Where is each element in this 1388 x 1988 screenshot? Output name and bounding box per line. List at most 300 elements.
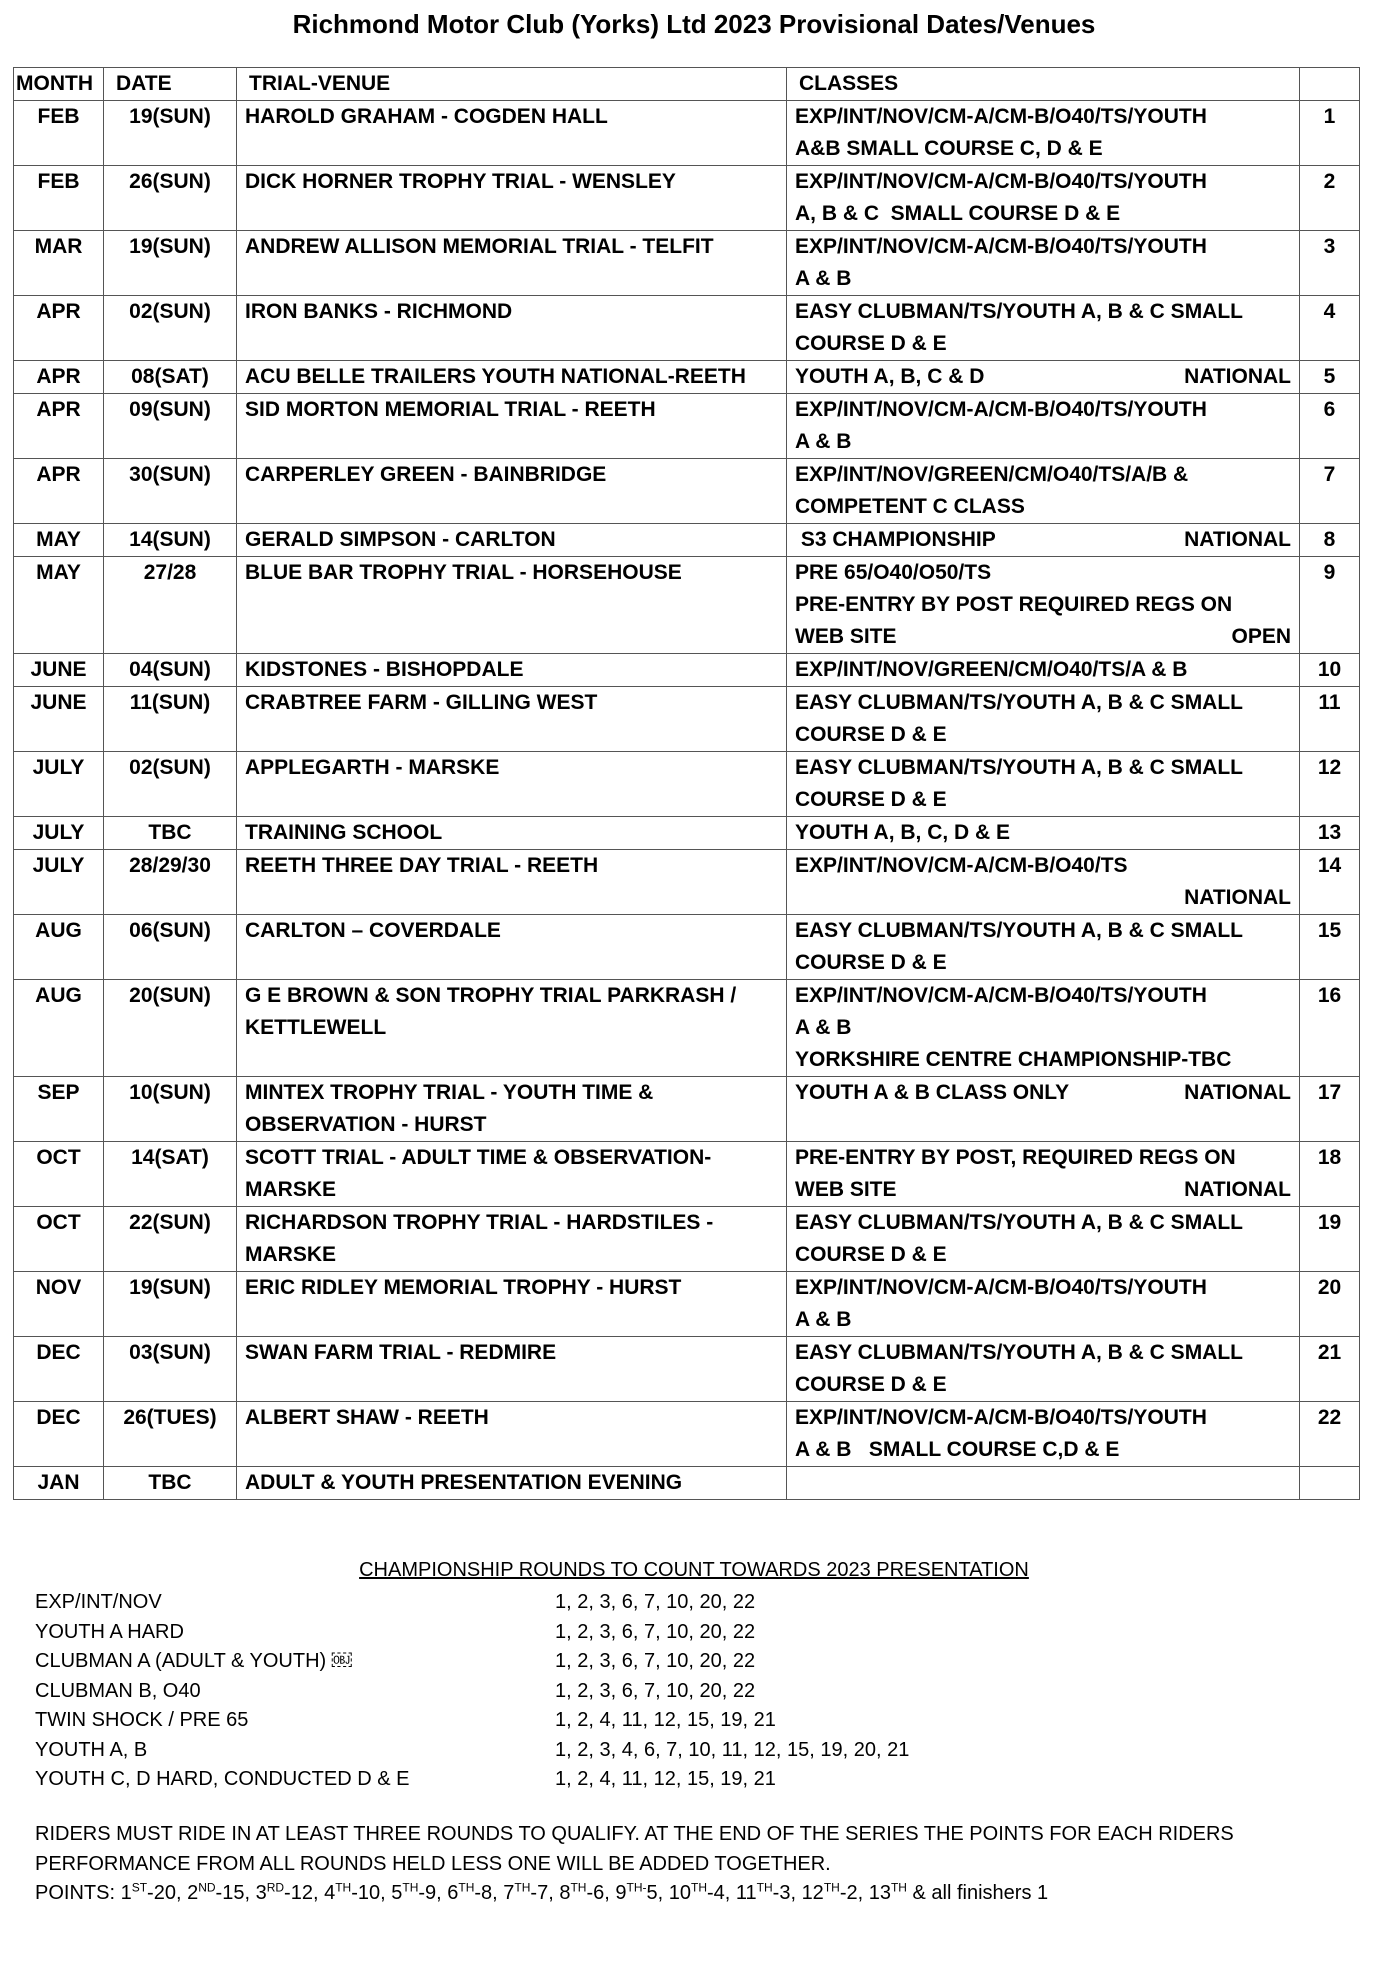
cell-month: APR	[14, 394, 104, 459]
table-row	[14, 459, 1360, 524]
venue-line: SCOTT TRIAL - ADULT TIME & OBSERVATION-	[245, 1146, 712, 1169]
venue-line: OBSERVATION - HURST	[245, 1113, 487, 1136]
venue-line: ANDREW ALLISON MEMORIAL TRIAL - TELFIT	[245, 235, 714, 258]
table-row	[14, 687, 1360, 752]
cell-classes	[787, 1467, 1300, 1500]
classes-line	[795, 980, 1291, 1012]
cell-classes	[787, 459, 1300, 524]
points-label: POINTS:	[35, 1882, 121, 1904]
cell-month: DEC	[14, 1337, 104, 1402]
cell-round: 14	[1300, 850, 1360, 915]
points-value: -20,	[147, 1882, 188, 1904]
header-venue: TRIAL-VENUE	[237, 68, 787, 101]
classes-tag: NATIONAL	[1184, 528, 1291, 551]
points-place: 4	[324, 1882, 336, 1904]
cell-round: 3	[1300, 231, 1360, 296]
classes-text: A, B & C SMALL COURSE D & E	[795, 202, 1121, 225]
table-row	[14, 524, 1360, 557]
cell-venue	[237, 231, 787, 296]
notes-line-2: PERFORMANCE FROM ALL ROUNDS HELD LESS ONE WILL BE ADDED TOGETHER.	[35, 1852, 831, 1875]
championship-class: CLUBMAN A (ADULT & YOUTH) ￼	[35, 1650, 352, 1672]
championship-rounds: 1, 2, 3, 4, 6, 7, 10, 11, 12, 15, 19, 20, 21	[555, 1738, 910, 1761]
classes-line	[795, 1337, 1291, 1369]
cell-date: 14(SUN)	[104, 524, 237, 557]
venue-line: ADULT & YOUTH PRESENTATION EVENING	[245, 1471, 683, 1494]
points-value: -8,	[474, 1882, 504, 1904]
classes-text: A & B	[795, 1308, 852, 1331]
classes-line	[795, 263, 1291, 295]
cell-classes	[787, 817, 1300, 850]
notes	[35, 1820, 1355, 1909]
cell-month: JAN	[14, 1467, 104, 1500]
classes-text: EASY CLUBMAN/TS/YOUTH A, B & C SMALL	[795, 300, 1244, 323]
championship-row	[35, 1706, 1035, 1736]
points-suffix: TH-	[626, 1880, 647, 1895]
cell-month: APR	[14, 459, 104, 524]
table-row	[14, 1142, 1360, 1207]
table-row	[14, 101, 1360, 166]
table-row	[14, 296, 1360, 361]
classes-line	[795, 1272, 1291, 1304]
cell-classes	[787, 1337, 1300, 1402]
championship-class: TWIN SHOCK / PRE 65	[35, 1709, 249, 1731]
points-suffix: TH	[335, 1880, 352, 1895]
points-value: -12,	[284, 1882, 325, 1904]
cell-venue	[237, 296, 787, 361]
points-suffix: TH	[756, 1880, 773, 1895]
classes-text: WEB SITE	[795, 625, 897, 648]
points-place: 9	[615, 1882, 627, 1904]
classes-line	[795, 296, 1291, 328]
classes-line	[795, 166, 1291, 198]
cell-round: 10	[1300, 654, 1360, 687]
classes-text: EXP/INT/NOV/GREEN/CM/O40/TS/A/B &	[795, 463, 1189, 486]
classes-text: EXP/INT/NOV/CM-A/CM-B/O40/TS/YOUTH	[795, 235, 1207, 258]
championship-row	[35, 1618, 1035, 1648]
cell-date: 10(SUN)	[104, 1077, 237, 1142]
cell-round: 11	[1300, 687, 1360, 752]
classes-line	[795, 621, 1291, 653]
cell-month: FEB	[14, 166, 104, 231]
cell-date: 09(SUN)	[104, 394, 237, 459]
venue-line: ERIC RIDLEY MEMORIAL TROPHY - HURST	[245, 1276, 682, 1299]
cell-venue	[237, 1207, 787, 1272]
cell-venue	[237, 752, 787, 817]
classes-line	[795, 719, 1291, 751]
table-header-row	[14, 68, 1360, 101]
classes-text: YOUTH A, B, C & D	[795, 365, 985, 388]
cell-classes	[787, 557, 1300, 654]
venue-line: IRON BANKS - RICHMOND	[245, 300, 513, 323]
cell-round: 13	[1300, 817, 1360, 850]
classes-line	[795, 394, 1291, 426]
venue-line: MARSKE	[245, 1243, 337, 1266]
cell-classes	[787, 980, 1300, 1077]
championship-class: EXP/INT/NOV	[35, 1591, 162, 1613]
cell-round: 4	[1300, 296, 1360, 361]
cell-classes	[787, 1142, 1300, 1207]
cell-classes	[787, 296, 1300, 361]
cell-venue	[237, 1337, 787, 1402]
classes-tag: NATIONAL	[1184, 365, 1291, 388]
cell-venue	[237, 654, 787, 687]
classes-text: EXP/INT/NOV/GREEN/CM/O40/TS/A & B	[795, 658, 1188, 681]
venue-line: TRAINING SCHOOL	[245, 821, 443, 844]
page-title: Richmond Motor Club (Yorks) Ltd 2023 Provisional Dates/Venues	[292, 9, 1096, 39]
cell-round: 22	[1300, 1402, 1360, 1467]
points-suffix: RD	[266, 1880, 285, 1895]
classes-line	[795, 524, 1291, 556]
table-row	[14, 394, 1360, 459]
championship-class: CLUBMAN B, O40	[35, 1679, 201, 1702]
classes-text: EXP/INT/NOV/CM-A/CM-B/O40/TS/YOUTH	[795, 1276, 1207, 1299]
cell-round: 21	[1300, 1337, 1360, 1402]
venue-line: APPLEGARTH - MARSKE	[245, 756, 500, 779]
cell-venue	[237, 687, 787, 752]
points-value: -15,	[215, 1882, 256, 1904]
classes-line	[795, 1207, 1291, 1239]
cell-venue	[237, 1272, 787, 1337]
cell-month: OCT	[14, 1207, 104, 1272]
classes-line	[795, 1304, 1291, 1336]
cell-month: APR	[14, 296, 104, 361]
classes-line	[795, 198, 1291, 230]
points-place: 3	[255, 1882, 267, 1904]
cell-classes	[787, 850, 1300, 915]
classes-text: EASY CLUBMAN/TS/YOUTH A, B & C SMALL	[795, 919, 1244, 942]
classes-text: WEB SITE	[795, 1178, 897, 1201]
classes-line	[795, 1077, 1291, 1109]
points-place: 5	[391, 1882, 403, 1904]
cell-classes	[787, 361, 1300, 394]
cell-date: 20(SUN)	[104, 980, 237, 1077]
venue-line: HAROLD GRAHAM - COGDEN HALL	[245, 105, 608, 128]
cell-date: 26(TUES)	[104, 1402, 237, 1467]
cell-month: AUG	[14, 915, 104, 980]
championship-title: CHAMPIONSHIP ROUNDS TO COUNT TOWARDS 2023 PRESENTATION	[359, 1559, 1029, 1581]
classes-line	[795, 784, 1291, 816]
points-place: 13	[868, 1882, 891, 1904]
classes-text: EXP/INT/NOV/CM-A/CM-B/O40/TS/YOUTH	[795, 984, 1207, 1007]
venue-line: MINTEX TROPHY TRIAL - YOUTH TIME &	[245, 1081, 654, 1104]
championship-rounds: 1, 2, 4, 11, 12, 15, 19, 21	[555, 1709, 776, 1731]
cell-round	[1300, 1467, 1360, 1500]
points-suffix: TH	[458, 1880, 475, 1895]
championship-rounds: 1, 2, 4, 11, 12, 15, 19, 21	[555, 1768, 776, 1790]
cell-classes	[787, 654, 1300, 687]
table-row	[14, 1337, 1360, 1402]
classes-text: YORKSHIRE CENTRE CHAMPIONSHIP-TBC	[795, 1048, 1232, 1071]
classes-text: EXP/INT/NOV/CM-A/CM-B/O40/TS/YOUTH	[795, 170, 1207, 193]
header-classes: CLASSES	[787, 68, 1300, 101]
cell-round: 20	[1300, 1272, 1360, 1337]
cell-month: NOV	[14, 1272, 104, 1337]
cell-venue	[237, 101, 787, 166]
cell-date: 06(SUN)	[104, 915, 237, 980]
classes-text: EXP/INT/NOV/CM-A/CM-B/O40/TS/YOUTH	[795, 1406, 1207, 1429]
cell-round: 18	[1300, 1142, 1360, 1207]
cell-round: 1	[1300, 101, 1360, 166]
championship-row	[35, 1736, 1035, 1766]
classes-line	[795, 947, 1291, 979]
cell-venue	[237, 915, 787, 980]
points-place: 2	[187, 1882, 199, 1904]
venue-line: SWAN FARM TRIAL - REDMIRE	[245, 1341, 557, 1364]
cell-classes	[787, 1077, 1300, 1142]
points-place: 10	[668, 1882, 691, 1904]
points-suffix: ND	[198, 1880, 216, 1895]
venue-line: G E BROWN & SON TROPHY TRIAL PARKRASH /	[245, 984, 737, 1007]
cell-month: MAY	[14, 524, 104, 557]
classes-text: YOUTH A & B CLASS ONLY	[795, 1081, 1070, 1104]
cell-venue	[237, 557, 787, 654]
cell-venue	[237, 850, 787, 915]
notes-line-1: RIDERS MUST RIDE IN AT LEAST THREE ROUNDS TO QUALIFY. AT THE END OF THE SERIES THE POINTS FOR EACH RIDERS	[35, 1823, 1234, 1845]
points-value: & all finishers 1	[906, 1882, 1049, 1904]
cell-venue	[237, 1467, 787, 1500]
points-value: 5,	[646, 1882, 669, 1904]
cell-month: JULY	[14, 850, 104, 915]
points-place: 6	[447, 1882, 459, 1904]
cell-classes	[787, 524, 1300, 557]
venue-line: CRABTREE FARM - GILLING WEST	[245, 691, 598, 714]
venue-line: RICHARDSON TROPHY TRIAL - HARDSTILES -	[245, 1211, 714, 1234]
points-line	[35, 1879, 1355, 1909]
classes-line	[795, 1434, 1291, 1466]
classes-text: EXP/INT/NOV/CM-A/CM-B/O40/TS	[795, 854, 1128, 877]
classes-text: COURSE D & E	[795, 951, 947, 974]
classes-line	[795, 817, 1291, 849]
points-place: 7	[503, 1882, 515, 1904]
cell-date: 28/29/30	[104, 850, 237, 915]
points-place: 12	[801, 1882, 824, 1904]
venue-line: SID MORTON MEMORIAL TRIAL - REETH	[245, 398, 656, 421]
classes-line	[795, 231, 1291, 263]
table-row	[14, 980, 1360, 1077]
championship-class: YOUTH A, B	[35, 1738, 148, 1761]
classes-text: EASY CLUBMAN/TS/YOUTH A, B & C SMALL	[795, 691, 1244, 714]
cell-round: 6	[1300, 394, 1360, 459]
header-round	[1300, 68, 1360, 101]
points-value: -6,	[586, 1882, 616, 1904]
championship-rounds: 1, 2, 3, 6, 7, 10, 20, 22	[555, 1679, 756, 1702]
classes-text: A & B	[795, 1016, 852, 1039]
table-row	[14, 1207, 1360, 1272]
championship-row	[35, 1765, 1035, 1795]
classes-line	[795, 1012, 1291, 1044]
classes-line	[795, 1174, 1291, 1206]
cell-date: 22(SUN)	[104, 1207, 237, 1272]
cell-venue	[237, 980, 787, 1077]
table-row	[14, 231, 1360, 296]
points-value: -10,	[351, 1882, 392, 1904]
table-row	[14, 1077, 1360, 1142]
classes-line	[795, 557, 1291, 589]
championship-class: YOUTH A HARD	[35, 1620, 184, 1643]
cell-venue	[237, 1077, 787, 1142]
classes-line	[795, 328, 1291, 360]
venue-line: ALBERT SHAW - REETH	[245, 1406, 489, 1429]
table-row	[14, 361, 1360, 394]
classes-text: PRE-ENTRY BY POST, REQUIRED REGS ON	[795, 1146, 1236, 1169]
points-place: 1	[120, 1882, 132, 1904]
venue-line: KIDSTONES - BISHOPDALE	[245, 658, 524, 681]
cell-date: 26(SUN)	[104, 166, 237, 231]
classes-text: EXP/INT/NOV/CM-A/CM-B/O40/TS/YOUTH	[795, 398, 1207, 421]
table-row	[14, 915, 1360, 980]
points-place: 11	[735, 1882, 757, 1904]
table-row	[14, 166, 1360, 231]
cell-venue	[237, 459, 787, 524]
points-suffix: TH	[570, 1880, 587, 1895]
cell-venue	[237, 524, 787, 557]
classes-text: COURSE D & E	[795, 1243, 947, 1266]
cell-month: JULY	[14, 752, 104, 817]
classes-line	[795, 101, 1291, 133]
table-row	[14, 1467, 1360, 1500]
points-suffix: TH	[402, 1880, 419, 1895]
points-suffix: TH	[890, 1880, 907, 1895]
cell-round: 7	[1300, 459, 1360, 524]
classes-line	[795, 426, 1291, 458]
cell-classes	[787, 752, 1300, 817]
championship-rounds: 1, 2, 3, 6, 7, 10, 20, 22	[555, 1650, 756, 1672]
points-suffix: TH	[823, 1880, 840, 1895]
championship-rounds: 1, 2, 3, 6, 7, 10, 20, 22	[555, 1591, 756, 1613]
schedule-body	[14, 101, 1360, 1500]
points-place: 8	[559, 1882, 571, 1904]
championship-row	[35, 1647, 1035, 1677]
cell-month: MAY	[14, 557, 104, 654]
header-month: MONTH	[14, 68, 104, 101]
cell-month: DEC	[14, 1402, 104, 1467]
classes-text: PRE 65/O40/O50/TS	[795, 561, 992, 584]
classes-line	[795, 1369, 1291, 1401]
points-value: -9,	[418, 1882, 448, 1904]
cell-round: 8	[1300, 524, 1360, 557]
classes-line	[795, 589, 1291, 621]
cell-month: OCT	[14, 1142, 104, 1207]
classes-text: A & B	[795, 430, 852, 453]
venue-line: CARPERLEY GREEN - BAINBRIDGE	[245, 463, 607, 486]
classes-line	[795, 850, 1291, 882]
venue-line: BLUE BAR TROPHY TRIAL - HORSEHOUSE	[245, 561, 682, 584]
cell-date: TBC	[104, 1467, 237, 1500]
cell-classes	[787, 1402, 1300, 1467]
classes-text: COMPETENT C CLASS	[795, 495, 1025, 518]
cell-month: SEP	[14, 1077, 104, 1142]
table-row	[14, 1272, 1360, 1337]
cell-date: 02(SUN)	[104, 752, 237, 817]
classes-line	[795, 1402, 1291, 1434]
classes-line	[795, 133, 1291, 165]
cell-date: 27/28	[104, 557, 237, 654]
cell-date: 03(SUN)	[104, 1337, 237, 1402]
classes-line	[795, 752, 1291, 784]
table-row	[14, 654, 1360, 687]
classes-text: COURSE D & E	[795, 332, 947, 355]
cell-round: 17	[1300, 1077, 1360, 1142]
championship-class: YOUTH C, D HARD, CONDUCTED D & E	[35, 1768, 410, 1790]
cell-classes	[787, 231, 1300, 296]
cell-venue	[237, 361, 787, 394]
cell-date: 08(SAT)	[104, 361, 237, 394]
classes-line	[795, 654, 1291, 686]
cell-date: 30(SUN)	[104, 459, 237, 524]
cell-month: FEB	[14, 101, 104, 166]
points-suffix: TH	[514, 1880, 531, 1895]
cell-month: JUNE	[14, 654, 104, 687]
cell-classes	[787, 394, 1300, 459]
cell-date: 19(SUN)	[104, 231, 237, 296]
cell-classes	[787, 1272, 1300, 1337]
venue-line: CARLTON – COVERDALE	[245, 919, 501, 942]
classes-text: A&B SMALL COURSE C, D & E	[795, 137, 1103, 160]
cell-month: AUG	[14, 980, 104, 1077]
cell-round: 16	[1300, 980, 1360, 1077]
cell-date: 02(SUN)	[104, 296, 237, 361]
cell-classes	[787, 101, 1300, 166]
championship-row	[35, 1588, 1035, 1618]
classes-text: EXP/INT/NOV/CM-A/CM-B/O40/TS/YOUTH	[795, 105, 1207, 128]
points-suffix: TH	[690, 1880, 707, 1895]
classes-tag: NATIONAL	[1184, 1081, 1291, 1104]
cell-venue	[237, 1402, 787, 1467]
cell-venue	[237, 394, 787, 459]
classes-text: COURSE D & E	[795, 1373, 947, 1396]
classes-line	[795, 687, 1291, 719]
table-row	[14, 817, 1360, 850]
classes-text: YOUTH A, B, C, D & E	[795, 821, 1011, 844]
classes-line	[795, 1044, 1291, 1076]
classes-text: EASY CLUBMAN/TS/YOUTH A, B & C SMALL	[795, 1211, 1244, 1234]
cell-round: 12	[1300, 752, 1360, 817]
cell-date: 19(SUN)	[104, 1272, 237, 1337]
classes-tag: OPEN	[1231, 625, 1291, 648]
classes-line	[795, 361, 1291, 393]
cell-classes	[787, 166, 1300, 231]
schedule-table	[13, 67, 1360, 1500]
classes-text: EASY CLUBMAN/TS/YOUTH A, B & C SMALL	[795, 756, 1244, 779]
cell-classes	[787, 687, 1300, 752]
cell-venue	[237, 1142, 787, 1207]
classes-line	[795, 1467, 1291, 1499]
classes-line	[795, 1239, 1291, 1271]
classes-line	[795, 459, 1291, 491]
cell-date: 04(SUN)	[104, 654, 237, 687]
venue-line: DICK HORNER TROPHY TRIAL - WENSLEY	[245, 170, 676, 193]
points-value: -3,	[772, 1882, 802, 1904]
cell-month: JUNE	[14, 687, 104, 752]
championship-rounds: 1, 2, 3, 6, 7, 10, 20, 22	[555, 1620, 756, 1643]
cell-date: TBC	[104, 817, 237, 850]
cell-date: 19(SUN)	[104, 101, 237, 166]
championship-list	[35, 1588, 1035, 1795]
venue-line: GERALD SIMPSON - CARLTON	[245, 528, 556, 551]
cell-round: 15	[1300, 915, 1360, 980]
venue-line: REETH THREE DAY TRIAL - REETH	[245, 854, 599, 877]
cell-round: 19	[1300, 1207, 1360, 1272]
classes-line	[795, 1142, 1291, 1174]
cell-venue	[237, 817, 787, 850]
classes-text: A & B	[795, 267, 852, 290]
classes-line	[795, 491, 1291, 523]
classes-text: COURSE D & E	[795, 788, 947, 811]
classes-tag: NATIONAL	[1184, 1178, 1291, 1201]
classes-line	[795, 915, 1291, 947]
cell-month: JULY	[14, 817, 104, 850]
classes-text: S3 CHAMPIONSHIP	[795, 528, 996, 551]
